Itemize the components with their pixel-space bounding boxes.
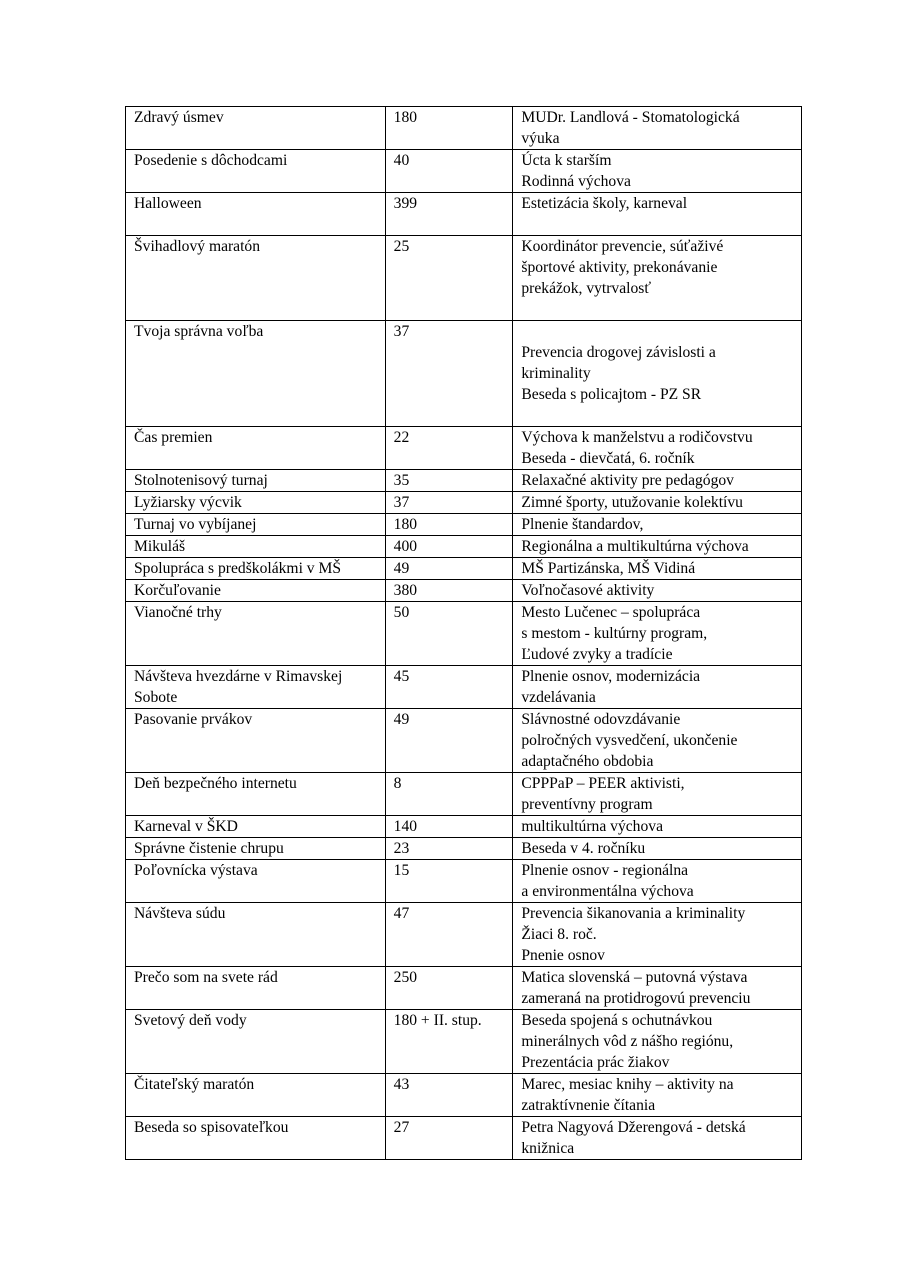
count-value: 25	[393, 238, 410, 255]
count-value: 37	[393, 494, 410, 511]
name-line: Beseda so spisovateľkou	[134, 1119, 289, 1136]
description-cell	[513, 1010, 802, 1074]
count-value: 250	[393, 969, 418, 986]
count-value: 23	[393, 840, 410, 857]
name-line: Čitateľský maratón	[134, 1076, 255, 1093]
name-line: Karneval v ŠKD	[134, 818, 238, 835]
description-cell	[513, 580, 802, 602]
event-name-cell	[126, 816, 386, 838]
table-row	[126, 236, 802, 321]
count-value: 47	[393, 905, 410, 922]
participant-count-cell	[385, 1010, 513, 1074]
name-line: Svetový deň vody	[134, 1012, 247, 1029]
name-line: Korčuľovanie	[134, 582, 221, 599]
count-value: 37	[393, 323, 410, 340]
desc-line: Plnenie štandardov,	[521, 516, 644, 533]
event-name-cell	[126, 492, 386, 514]
name-line: Prečo som na svete rád	[134, 969, 278, 986]
description-cell	[513, 321, 802, 427]
desc-line: Úcta k starším	[521, 152, 612, 169]
name-line: Vianočné trhy	[134, 604, 222, 621]
desc-line: Zimné športy, utužovanie kolektívu	[521, 494, 743, 511]
desc-line: Matica slovenská – putovná výstava	[521, 969, 748, 986]
table-row	[126, 860, 802, 903]
description-cell	[513, 816, 802, 838]
table-row	[126, 816, 802, 838]
desc-line: výuka	[521, 130, 560, 147]
description-cell	[513, 514, 802, 536]
desc-line: MŠ Partizánska, MŠ Vidiná	[521, 560, 696, 577]
name-line: Návšteva súdu	[134, 905, 226, 922]
event-name-cell	[126, 903, 386, 967]
description-cell	[513, 1117, 802, 1160]
description-cell	[513, 903, 802, 967]
desc-line: Mesto Lučenec – spolupráca	[521, 604, 701, 621]
event-name-cell	[126, 321, 386, 427]
description-cell	[513, 107, 802, 150]
participant-count-cell	[385, 838, 513, 860]
desc-line: Výchova k manželstvu a rodičovstvu	[521, 429, 753, 446]
count-value: 35	[393, 472, 410, 489]
desc-line: Beseda - dievčatá, 6. ročník	[521, 450, 695, 467]
name-line: Pasovanie prvákov	[134, 711, 253, 728]
name-line: Spolupráca s predškolákmi v MŠ	[134, 560, 342, 577]
name-line: Sobote	[134, 689, 178, 706]
table-row	[126, 1010, 802, 1074]
table-row	[126, 492, 802, 514]
table-row	[126, 666, 802, 709]
participant-count-cell	[385, 470, 513, 492]
desc-line: zatraktívnenie čítania	[521, 1097, 656, 1114]
name-line: Lyžiarsky výcvik	[134, 494, 242, 511]
desc-line: zameraná na protidrogovú prevenciu	[521, 990, 751, 1007]
participant-count-cell	[385, 773, 513, 816]
event-name-cell	[126, 558, 386, 580]
participant-count-cell	[385, 536, 513, 558]
count-value: 50	[393, 604, 410, 621]
event-name-cell	[126, 580, 386, 602]
desc-line: Pnenie osnov	[521, 947, 605, 964]
event-name-cell	[126, 193, 386, 236]
description-cell	[513, 967, 802, 1010]
participant-count-cell	[385, 816, 513, 838]
name-line: Halloween	[134, 195, 202, 212]
description-cell	[513, 427, 802, 470]
name-line: Mikuláš	[134, 538, 186, 555]
description-cell	[513, 236, 802, 321]
event-name-cell	[126, 150, 386, 193]
event-name-cell	[126, 1074, 386, 1117]
desc-line: športové aktivity, prekonávanie	[521, 259, 718, 276]
event-name-cell	[126, 773, 386, 816]
name-line: Návšteva hvezdárne v Rimavskej	[134, 668, 343, 685]
desc-line: Petra Nagyová Džerengová - detská	[521, 1119, 746, 1136]
desc-line: knižnica	[521, 1140, 575, 1157]
table-row	[126, 193, 802, 236]
participant-count-cell	[385, 492, 513, 514]
description-cell	[513, 773, 802, 816]
name-line: Tvoja správna voľba	[134, 323, 264, 340]
count-value: 180	[393, 109, 418, 126]
desc-line: Koordinátor prevencie, súťaživé	[521, 238, 724, 255]
table-row	[126, 838, 802, 860]
desc-line: Plnenie osnov, modernizácia	[521, 668, 701, 685]
desc-line: Relaxačné aktivity pre pedagógov	[521, 472, 734, 489]
name-line: Posedenie s dôchodcami	[134, 152, 288, 169]
table-row	[126, 107, 802, 150]
desc-line: Voľnočasové aktivity	[521, 582, 655, 599]
description-cell	[513, 558, 802, 580]
table-row	[126, 709, 802, 773]
description-cell	[513, 536, 802, 558]
table-row	[126, 580, 802, 602]
participant-count-cell	[385, 580, 513, 602]
name-line: Turnaj vo vybíjanej	[134, 516, 257, 533]
table-row	[126, 773, 802, 816]
count-value: 380	[393, 582, 418, 599]
desc-line: Ľudové zvyky a tradície	[521, 646, 673, 663]
description-cell	[513, 193, 802, 236]
description-cell	[513, 838, 802, 860]
desc-line: Žiaci 8. roč.	[521, 926, 597, 943]
desc-line: Estetizácia školy, karneval	[521, 195, 688, 212]
count-value: 40	[393, 152, 410, 169]
desc-line: Prevencia šikanovania a kriminality	[521, 905, 746, 922]
participant-count-cell	[385, 666, 513, 709]
table-row	[126, 514, 802, 536]
desc-line: Marec, mesiac knihy – aktivity na	[521, 1076, 734, 1093]
count-value: 140	[393, 818, 418, 835]
event-name-cell	[126, 470, 386, 492]
description-cell	[513, 709, 802, 773]
description-cell	[513, 860, 802, 903]
table-row	[126, 558, 802, 580]
event-name-cell	[126, 1010, 386, 1074]
desc-line: Regionálna a multikultúrna výchova	[521, 538, 749, 555]
event-name-cell	[126, 967, 386, 1010]
name-line: Čas premien	[134, 429, 213, 446]
participant-count-cell	[385, 860, 513, 903]
count-value: 399	[393, 195, 418, 212]
desc-line: Prevencia drogovej závislosti a	[521, 344, 716, 361]
desc-line: polročných vysvedčení, ukončenie	[521, 732, 738, 749]
events-table	[125, 106, 802, 1160]
participant-count-cell	[385, 1117, 513, 1160]
name-line: Švihadlový maratón	[134, 238, 261, 255]
count-value: 49	[393, 560, 410, 577]
desc-line: kriminality	[521, 365, 591, 382]
participant-count-cell	[385, 107, 513, 150]
table-row	[126, 1074, 802, 1117]
participant-count-cell	[385, 1074, 513, 1117]
event-name-cell	[126, 107, 386, 150]
event-name-cell	[126, 709, 386, 773]
table-row	[126, 470, 802, 492]
event-name-cell	[126, 1117, 386, 1160]
event-name-cell	[126, 536, 386, 558]
name-line: Správne čistenie chrupu	[134, 840, 284, 857]
count-value: 27	[393, 1119, 410, 1136]
count-value: 180 + II. stup.	[393, 1012, 482, 1029]
description-cell	[513, 602, 802, 666]
desc-line: Beseda spojená s ochutnávkou	[521, 1012, 713, 1029]
desc-line: s mestom - kultúrny program,	[521, 625, 708, 642]
event-name-cell	[126, 427, 386, 470]
desc-line: MUDr. Landlová - Stomatologická	[521, 109, 740, 126]
desc-line: Rodinná výchova	[521, 173, 631, 190]
event-name-cell	[126, 666, 386, 709]
participant-count-cell	[385, 903, 513, 967]
count-value: 22	[393, 429, 410, 446]
count-value: 180	[393, 516, 418, 533]
desc-line: preventívny program	[521, 796, 653, 813]
table-row	[126, 536, 802, 558]
table-row	[126, 903, 802, 967]
participant-count-cell	[385, 321, 513, 427]
desc-line: minerálnych vôd z nášho regiónu,	[521, 1033, 734, 1050]
name-line: Stolnotenisový turnaj	[134, 472, 268, 489]
desc-line: Beseda s policajtom - PZ SR	[521, 386, 702, 403]
table-row	[126, 427, 802, 470]
count-value: 45	[393, 668, 410, 685]
count-value: 43	[393, 1076, 410, 1093]
desc-line: Slávnostné odovzdávanie	[521, 711, 681, 728]
event-name-cell	[126, 236, 386, 321]
count-value: 49	[393, 711, 410, 728]
name-line: Poľovnícka výstava	[134, 862, 258, 879]
table-row	[126, 967, 802, 1010]
participant-count-cell	[385, 427, 513, 470]
count-value: 8	[393, 775, 402, 792]
desc-line: Prezentácia prác žiakov	[521, 1054, 670, 1071]
description-cell	[513, 492, 802, 514]
desc-line: adaptačného obdobia	[521, 753, 654, 770]
table-row	[126, 321, 802, 427]
table-row	[126, 602, 802, 666]
event-name-cell	[126, 838, 386, 860]
desc-line: Beseda v 4. ročníku	[521, 840, 646, 857]
count-value: 400	[393, 538, 418, 555]
description-cell	[513, 666, 802, 709]
event-name-cell	[126, 602, 386, 666]
description-cell	[513, 470, 802, 492]
desc-line: Plnenie osnov - regionálna	[521, 862, 689, 879]
desc-line: vzdelávania	[521, 689, 596, 706]
participant-count-cell	[385, 558, 513, 580]
name-line: Zdravý úsmev	[134, 109, 224, 126]
table-row	[126, 150, 802, 193]
desc-line: multikultúrna výchova	[521, 818, 663, 835]
description-cell	[513, 1074, 802, 1117]
participant-count-cell	[385, 967, 513, 1010]
participant-count-cell	[385, 602, 513, 666]
desc-line: CPPPaP – PEER aktivisti,	[521, 775, 685, 792]
event-name-cell	[126, 514, 386, 536]
event-name-cell	[126, 860, 386, 903]
participant-count-cell	[385, 236, 513, 321]
desc-line: a environmentálna výchova	[521, 883, 694, 900]
desc-line: prekážok, vytrvalosť	[521, 280, 652, 297]
table-row	[126, 1117, 802, 1160]
participant-count-cell	[385, 709, 513, 773]
participant-count-cell	[385, 150, 513, 193]
events-table-body	[126, 107, 802, 1160]
count-value: 15	[393, 862, 410, 879]
participant-count-cell	[385, 514, 513, 536]
participant-count-cell	[385, 193, 513, 236]
description-cell	[513, 150, 802, 193]
name-line: Deň bezpečného internetu	[134, 775, 297, 792]
